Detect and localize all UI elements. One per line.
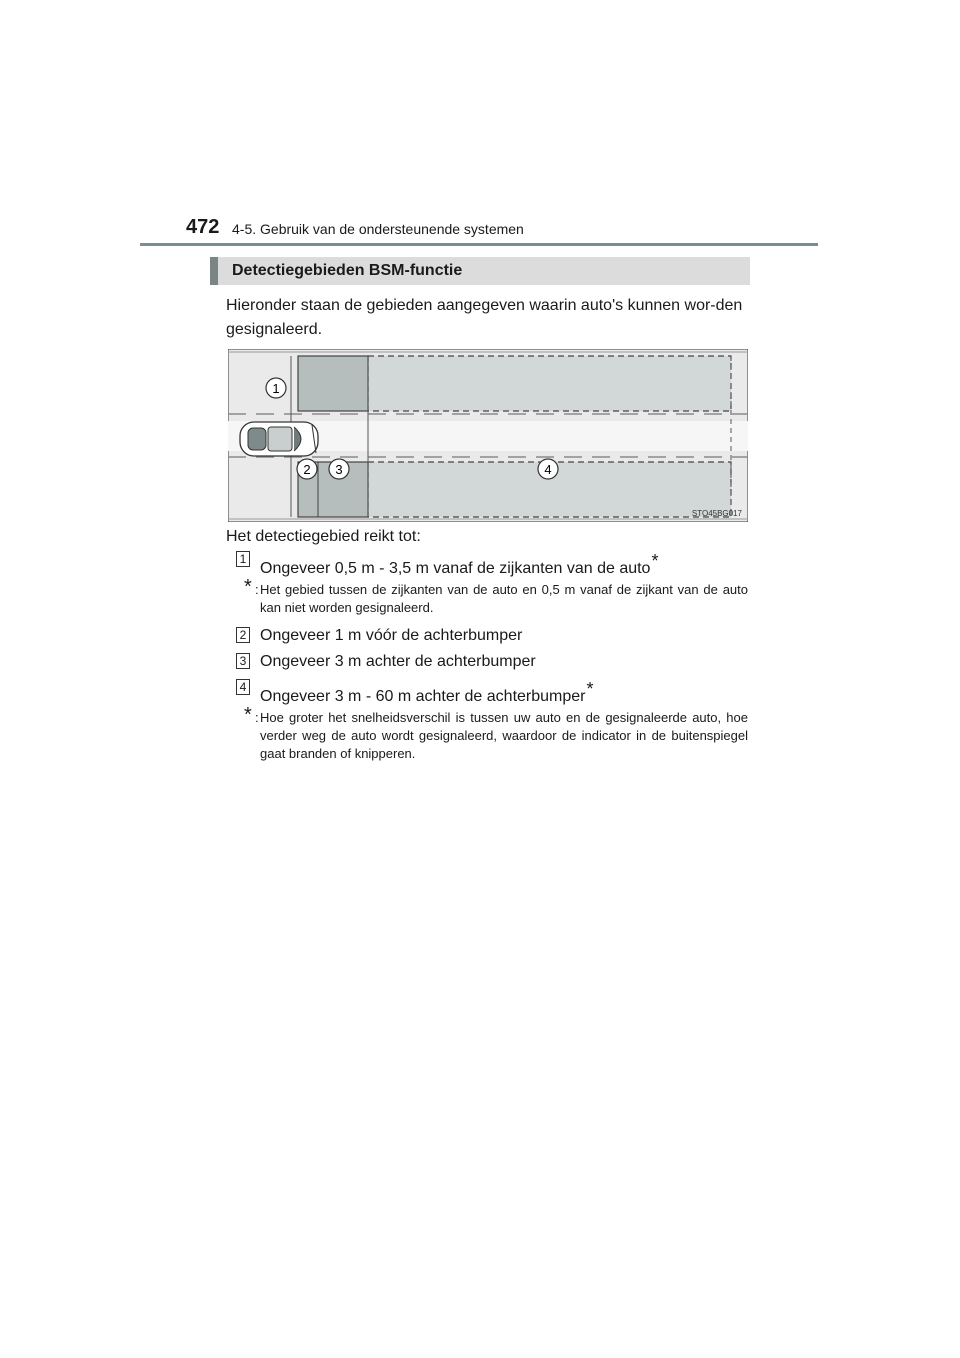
figure-code: STO45BG017 (691, 509, 742, 518)
item-number-badge: 2 (236, 627, 250, 643)
footnote-asterisk: * (244, 576, 252, 598)
section-header (210, 257, 750, 285)
marker-2-label: 2 (303, 462, 311, 477)
marker-4-label: 4 (544, 462, 552, 477)
footnote-asterisk: * (244, 704, 252, 726)
footnote-text: Het gebied tussen de zijkanten van de auto en 0,5 m vanaf de zijkant van de auto kan niet worden gesignaleerd. (260, 582, 748, 615)
footnote-colon: : (255, 710, 259, 725)
zone-left-near (298, 356, 368, 411)
marker-3-label: 3 (335, 462, 343, 477)
item-text: Ongeveer 3 m - 60 m achter de achterbumper (260, 688, 586, 705)
footnote-text: Hoe groter het snelheidsverschil is tussen uw auto en de gesignaleerde auto, hoe verder weg de auto wordt gesignaleerd, waardoor de indicator in de buitenspiegel gaat branden of knipperen. (260, 710, 748, 761)
intro-paragraph: Hieronder staan de gebieden aangegeven waarin auto's kunnen wor-den gesignaleerd. (226, 297, 743, 338)
header-rule (140, 243, 818, 246)
marker-4 (538, 459, 558, 479)
marker-3 (329, 459, 349, 479)
footnote-marker: * (651, 551, 659, 571)
item-number-badge: 1 (236, 551, 250, 567)
item-text: Ongeveer 3 m achter de achterbumper (260, 653, 536, 670)
marker-1 (266, 378, 286, 398)
marker-2 (297, 459, 317, 479)
item-text: Ongeveer 1 m vóór de achterbumper (260, 627, 523, 644)
item-number-badge: 4 (236, 679, 250, 695)
detection-area-diagram (228, 349, 748, 522)
footnote (244, 704, 748, 763)
marker-1-label: 1 (272, 381, 280, 396)
item-number-badge: 3 (236, 653, 250, 669)
detection-lead: Het detectiegebied reikt tot: (226, 528, 421, 545)
zone-left-far (368, 356, 731, 411)
car-top-view-icon (240, 422, 318, 456)
page-number: 472 (186, 216, 220, 238)
item-text: Ongeveer 0,5 m - 3,5 m vanaf de zijkanten van de auto (260, 560, 651, 577)
footnote (244, 576, 748, 617)
footnote-colon: : (255, 582, 259, 597)
footnote-marker: * (586, 679, 594, 699)
chapter-title: 4-5. Gebruik van de ondersteunende systemen (232, 221, 524, 237)
section-title: Detectiegebieden BSM-functie (232, 262, 463, 279)
